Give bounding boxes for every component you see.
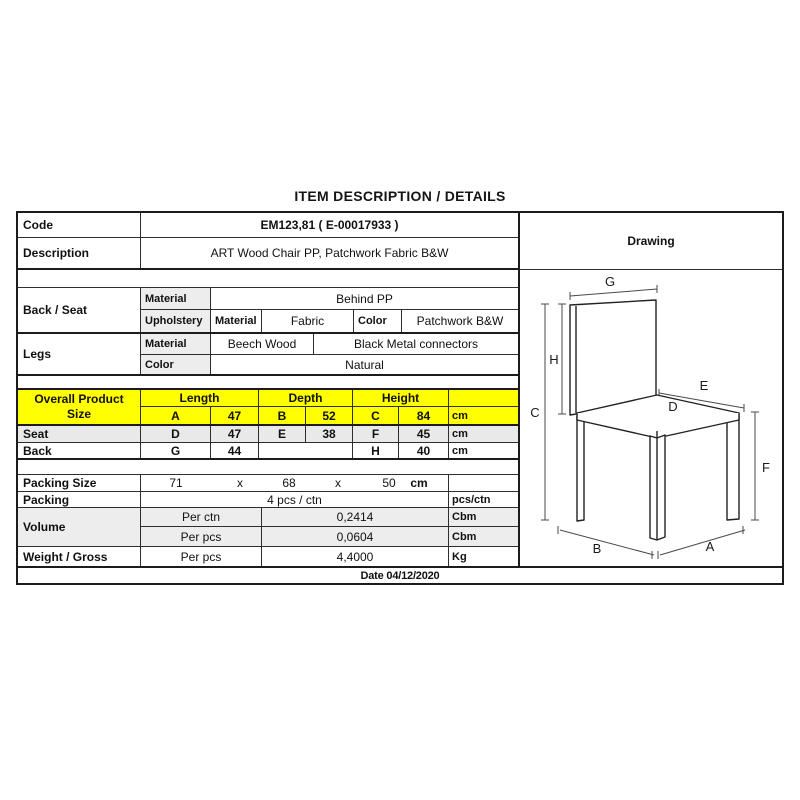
back-depth-empty [259,443,353,458]
row-volume-per-pcs [141,527,518,546]
chair-line-drawing [520,270,784,559]
col-height-header: Height [353,390,449,406]
row-size-back [18,443,518,460]
row-back-seat-upholstery [141,310,518,332]
legs-material-label: Material [141,334,211,354]
seat-depth-key: E [259,426,306,442]
dim-label-f: F [762,460,770,475]
row-size-header [141,390,518,407]
packing-dim-2: 68 [282,476,296,490]
spacer-row [18,270,518,288]
drawing-header: Drawing [520,213,782,270]
spec-table [16,211,784,585]
packing-x-1: x [237,476,243,490]
dim-label-e: E [699,378,709,393]
code-value: EM123,81 ( E-00017933 ) [260,218,399,232]
back-height-value: 40 [399,443,449,458]
volume-pcs-value: 0,0604 [262,527,449,546]
row-code [18,213,518,238]
row-packing [18,492,518,508]
back-height-key: H [353,443,399,458]
volume-pcs-unit: Cbm [452,530,477,543]
back-length-value: 44 [211,443,259,458]
back-label: Back [18,443,141,458]
overall-size-label [18,390,141,424]
upholstery-material-label: Material [211,310,262,332]
packing-unit: pcs/ctn [452,493,491,506]
col-unit-header [449,390,518,406]
upholstery-label: Upholstery [141,310,211,332]
legs-label: Legs [18,334,141,374]
packing-size-label: Packing Size [18,475,141,491]
weight-unit: Kg [452,550,467,563]
volume-label: Volume [18,508,141,546]
weight-value: 4,4000 [262,547,449,566]
weight-gross-label: Weight / Gross [18,547,141,566]
dim-label-b: B [592,541,602,556]
spacer-row [18,460,518,475]
seat-depth-value: 38 [306,426,353,442]
section-overall-size [18,390,518,426]
col-depth-header: Depth [259,390,353,406]
volume-ctn-key: Per ctn [141,508,262,526]
overall-depth-value: 52 [306,407,353,424]
drawing-panel [518,213,782,566]
row-weight-gross [18,547,518,566]
legs-material-extra: Black Metal connectors [353,337,479,351]
overall-length-key: A [141,407,211,424]
overall-size-label-line1: Overall Product [34,392,124,406]
row-packing-size [18,475,518,492]
overall-height-key: C [353,407,399,424]
row-legs-color [141,355,518,374]
date-row [18,568,782,583]
upholstery-color-label: Color [354,310,402,332]
upholstery-material-value: Fabric [262,310,354,332]
overall-length-value: 47 [211,407,259,424]
row-back-seat-material [141,288,518,310]
back-seat-label: Back / Seat [18,288,141,332]
col-length-header: Length [141,390,259,406]
description-value: ART Wood Chair PP, Patchwork Fabric B&W [210,246,449,260]
packing-x-2: x [335,476,341,490]
section-back-seat [18,288,518,334]
date-value: Date 04/12/2020 [360,569,440,582]
volume-ctn-unit: Cbm [452,511,477,523]
chair-drawing [520,270,782,566]
seat-unit: cm [452,428,468,440]
volume-ctn-value: 0,2414 [262,508,449,526]
weight-key: Per pcs [141,547,262,566]
dim-label-h: H [549,352,559,367]
volume-pcs-key: Per pcs [141,527,262,546]
dim-label-d: D [668,399,678,414]
description-label: Description [18,238,141,268]
dim-label-a: A [705,539,715,554]
code-label: Code [18,213,141,237]
section-volume [18,508,518,547]
seat-label: Seat [18,426,141,442]
overall-unit: cm [452,409,468,422]
seat-height-key: F [353,426,399,442]
legs-color-label: Color [141,355,211,374]
packing-size-values [141,475,449,491]
packing-size-unit-cell [449,475,518,491]
legs-color-value: Natural [345,357,384,372]
back-length-key: G [141,443,211,458]
upholstery-color-value: Patchwork B&W [416,314,504,328]
row-size-overall [141,407,518,424]
packing-label: Packing [18,492,141,507]
spec-table-left [18,213,518,566]
packing-dim-1: 71 [169,476,183,490]
legs-material-value: Beech Wood [211,334,314,354]
row-volume-per-ctn [141,508,518,527]
seat-height-value: 45 [399,426,449,442]
overall-depth-key: B [259,407,306,424]
dim-label-g: G [604,274,616,289]
back-seat-material-value: Behind PP [336,291,393,306]
row-legs-material [141,334,518,355]
overall-height-value: 84 [399,407,449,424]
back-unit: cm [452,444,468,457]
row-description [18,238,518,270]
packing-value: 4 pcs / ctn [141,492,449,507]
row-size-seat [18,426,518,443]
packing-size-unit: cm [410,476,428,490]
back-seat-material-label: Material [141,288,211,309]
dim-label-c: C [530,405,540,420]
section-legs [18,334,518,376]
seat-length-value: 47 [211,426,259,442]
overall-size-label-line2: Size [66,407,91,421]
seat-length-key: D [141,426,211,442]
page-title: ITEM DESCRIPTION / DETAILS [294,188,506,204]
packing-dim-3: 50 [382,476,396,490]
spacer-row [18,376,518,390]
